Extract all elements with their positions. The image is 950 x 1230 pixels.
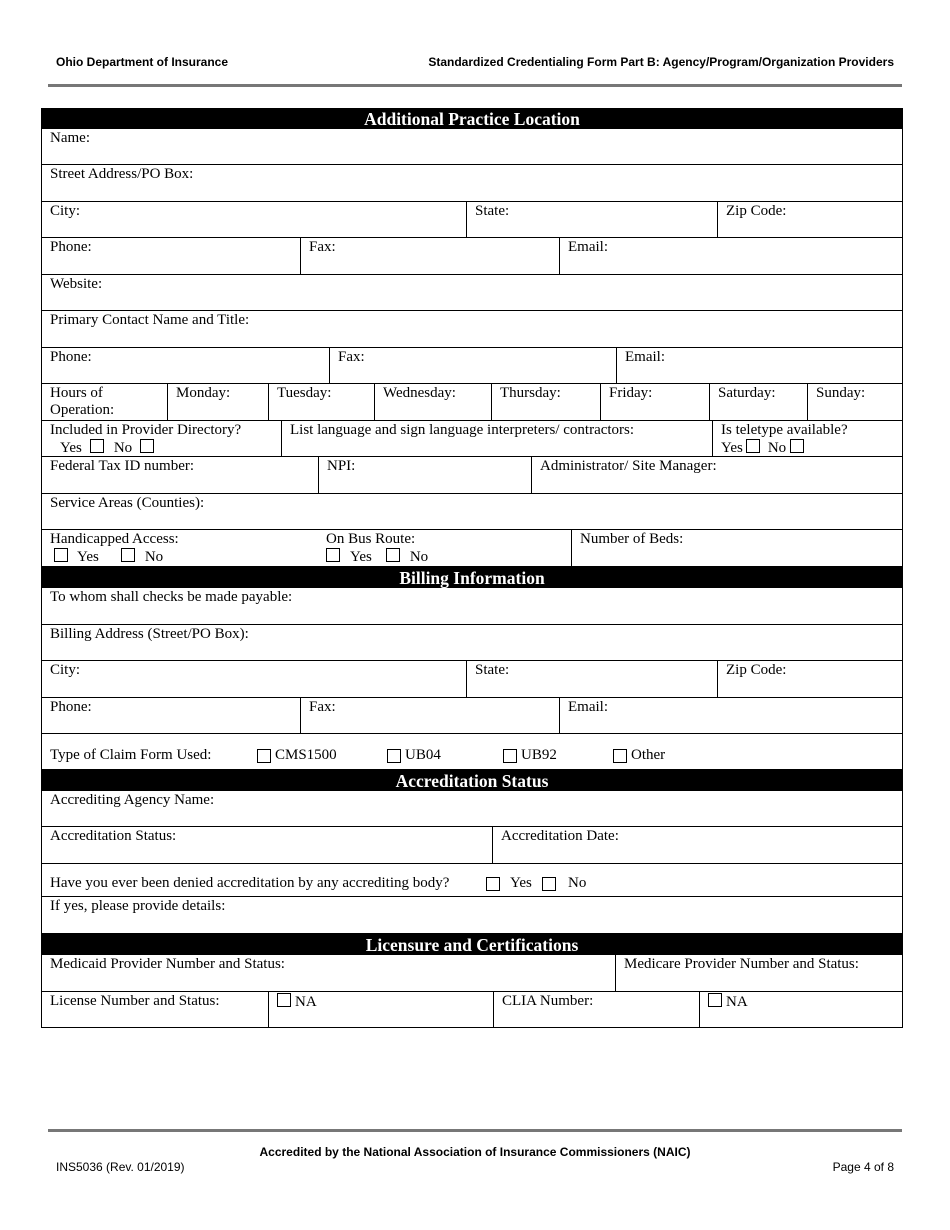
payable-field[interactable]: To whom shall checks be made payable: (50, 589, 293, 605)
bus-no-label: No (409, 549, 429, 565)
teletype-no-checkbox[interactable] (790, 439, 804, 453)
teletype-cell (712, 421, 902, 456)
license-field[interactable]: License Number and Status: (50, 993, 220, 1009)
hours-wednesday[interactable]: Wednesday: (374, 384, 491, 420)
hours-friday[interactable]: Friday: (600, 384, 709, 420)
bus-yes-checkbox[interactable] (326, 548, 340, 562)
practice-phone-field[interactable]: Phone: (50, 239, 92, 255)
directory-no-label: No (113, 440, 133, 456)
hours-sunday[interactable]: Sunday: (807, 384, 902, 420)
footer-page-number: Page 4 of 8 (832, 1160, 894, 1174)
practice-state-field[interactable]: State: (466, 202, 717, 237)
service-areas-field[interactable]: Service Areas (Counties): (50, 495, 205, 511)
hours-label: Hours of Operation: (50, 385, 115, 418)
billing-city-field[interactable]: City: (50, 662, 81, 678)
practice-website-field[interactable]: Website: (50, 276, 103, 292)
clia-na-checkbox[interactable] (708, 993, 722, 1007)
directory-label: Included in Provider Directory? (50, 422, 242, 438)
license-na-checkbox[interactable] (277, 993, 291, 1007)
billing-phone-field[interactable]: Phone: (50, 699, 92, 715)
details-row (41, 897, 903, 934)
directory-cell (42, 421, 281, 456)
tax-row (41, 457, 903, 494)
hours-monday[interactable]: Monday: (167, 384, 268, 420)
bus-yes-label: Yes (350, 549, 372, 565)
agency-row (41, 791, 903, 827)
practice-website-row (41, 275, 903, 311)
clia-na-cell (699, 992, 902, 1027)
billing-zip-field[interactable]: Zip Code: (717, 661, 902, 697)
practice-city-row (41, 202, 903, 238)
ub92-label: UB92 (521, 747, 557, 763)
practice-street-field[interactable]: Street Address/PO Box: (50, 166, 194, 182)
handicapped-no-checkbox[interactable] (121, 548, 135, 562)
tax-id-field[interactable]: Federal Tax ID number: (50, 458, 195, 474)
directory-yes-checkbox[interactable] (90, 439, 104, 453)
practice-email-field[interactable]: Email: (559, 238, 902, 274)
directory-no-checkbox[interactable] (140, 439, 154, 453)
denied-no-label: No (568, 875, 587, 891)
practice-contact2-row (41, 348, 903, 384)
hours-row (41, 384, 903, 421)
footer-divider (48, 1129, 902, 1132)
section-header-practice: Additional Practice Location (41, 108, 903, 129)
accreditation-status-field[interactable]: Accreditation Status: (50, 828, 177, 844)
clia-field[interactable]: CLIA Number: (493, 992, 699, 1027)
handicapped-label: Handicapped Access: (50, 531, 179, 547)
teletype-yes-label: Yes (721, 440, 743, 456)
claim-form-cell (42, 734, 902, 769)
teletype-no-label: No (767, 440, 787, 456)
claim-form-row (41, 734, 903, 770)
hours-saturday[interactable]: Saturday: (709, 384, 807, 420)
section-header-licensure: Licensure and Certifications (41, 934, 903, 955)
ub04-label: UB04 (405, 747, 441, 763)
denied-no-checkbox[interactable] (542, 877, 556, 891)
directory-row (41, 421, 903, 457)
handicapped-cell (42, 530, 318, 566)
provider-numbers-row (41, 955, 903, 992)
teletype-label: Is teletype available? (721, 422, 848, 438)
ub92-checkbox[interactable] (503, 749, 517, 763)
footer-accreditation: Accredited by the National Association of Insurance Commissioners (NAIC) (259, 1145, 691, 1159)
denied-cell (42, 864, 902, 896)
npi-field[interactable]: NPI: (318, 457, 531, 493)
practice-email2-field[interactable]: Email: (616, 348, 902, 383)
hours-thursday[interactable]: Thursday: (491, 384, 600, 420)
license-na-cell (268, 992, 493, 1027)
practice-contact-row (41, 238, 903, 275)
header-form-title: Standardized Credentialing Form Part B: Agency/Program/Organization Providers (428, 55, 894, 69)
beds-field[interactable]: Number of Beds: (571, 530, 902, 566)
cms1500-label: CMS1500 (275, 747, 337, 763)
practice-phone2-field[interactable]: Phone: (50, 349, 92, 365)
practice-city-field[interactable]: City: (50, 203, 81, 219)
accreditation-status-row (41, 827, 903, 864)
practice-primary-contact-field[interactable]: Primary Contact Name and Title: (50, 312, 250, 328)
accreditation-date-field[interactable]: Accreditation Date: (492, 827, 902, 863)
license-row (41, 992, 903, 1028)
medicaid-field[interactable]: Medicaid Provider Number and Status: (50, 956, 285, 972)
denied-yes-checkbox[interactable] (486, 877, 500, 891)
handicapped-no-label: No (144, 549, 164, 565)
bus-no-checkbox[interactable] (386, 548, 400, 562)
handicapped-yes-label: Yes (77, 549, 99, 565)
header-agency: Ohio Department of Insurance (56, 55, 229, 69)
access-row (41, 530, 903, 567)
billing-state-field[interactable]: State: (466, 661, 717, 697)
billing-fax-field[interactable]: Fax: (300, 698, 559, 733)
details-field[interactable]: If yes, please provide details: (50, 898, 226, 914)
practice-street-row (41, 165, 903, 202)
practice-primary-contact-row (41, 311, 903, 348)
practice-name-field[interactable]: Name: (50, 130, 90, 146)
clia-na-label: NA (726, 994, 748, 1010)
billing-address-field[interactable]: Billing Address (Street/PO Box): (50, 626, 249, 642)
bus-cell (318, 530, 571, 566)
other-label: Other (631, 747, 666, 763)
ub04-checkbox[interactable] (387, 749, 401, 763)
agency-field[interactable]: Accrediting Agency Name: (50, 792, 215, 808)
other-checkbox[interactable] (613, 749, 627, 763)
billing-email-field[interactable]: Email: (559, 698, 902, 733)
payable-row (41, 588, 903, 625)
practice-name-row (41, 129, 903, 165)
hours-tuesday[interactable]: Tuesday: (268, 384, 374, 420)
credentialing-form (41, 108, 903, 1028)
practice-fax2-field[interactable]: Fax: (329, 348, 616, 383)
billing-city-row (41, 661, 903, 698)
bus-label: On Bus Route: (326, 531, 416, 547)
cms1500-checkbox[interactable] (257, 749, 271, 763)
practice-zip-field[interactable]: Zip Code: (717, 202, 902, 237)
license-na-label: NA (295, 994, 317, 1010)
languages-field[interactable]: List language and sign language interpreters/ contractors: (281, 421, 712, 456)
billing-contact-row (41, 698, 903, 734)
section-header-billing: Billing Information (41, 567, 903, 588)
denied-row (41, 864, 903, 897)
section-header-accreditation: Accreditation Status (41, 770, 903, 791)
directory-yes-label: Yes (60, 440, 82, 456)
footer-form-number: INS5036 (Rev. 01/2019) (56, 1160, 185, 1174)
billing-address-row (41, 625, 903, 661)
teletype-yes-checkbox[interactable] (746, 439, 760, 453)
medicare-field[interactable]: Medicare Provider Number and Status: (615, 955, 902, 991)
admin-field[interactable]: Administrator/ Site Manager: (531, 457, 902, 493)
header-divider (48, 84, 902, 87)
practice-fax-field[interactable]: Fax: (300, 238, 559, 274)
claim-form-label: Type of Claim Form Used: (50, 747, 212, 763)
handicapped-yes-checkbox[interactable] (54, 548, 68, 562)
service-areas-row (41, 494, 903, 530)
denied-label: Have you ever been denied accreditation by any accrediting body? (50, 875, 450, 891)
denied-yes-label: Yes (510, 875, 532, 891)
